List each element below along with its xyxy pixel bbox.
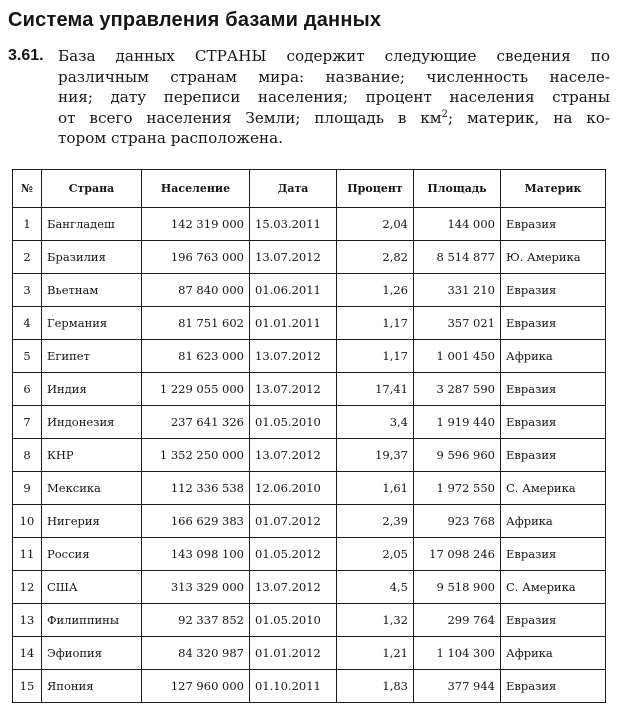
area-cell: 9 518 900	[414, 571, 501, 604]
area-cell: 1 001 450	[414, 340, 501, 373]
row-number-cell: 12	[13, 571, 42, 604]
row-number-cell: 10	[13, 505, 42, 538]
table-row	[13, 274, 606, 307]
population-cell: 313 329 000	[142, 571, 250, 604]
continent-cell: Ю. Америка	[501, 241, 606, 274]
task-line-4-tail: ; материк, на ко-	[447, 108, 610, 127]
continent-cell: Евразия	[501, 373, 606, 406]
country-name-cell: США	[42, 571, 142, 604]
country-name-cell: Вьетнам	[42, 274, 142, 307]
percent-cell: 4,5	[337, 571, 414, 604]
census-date-cell: 13.07.2012	[250, 373, 337, 406]
section-heading: Система управления базами данных	[8, 9, 382, 31]
row-number-cell: 7	[13, 406, 42, 439]
area-cell: 377 944	[414, 670, 501, 703]
census-date-cell: 01.06.2011	[250, 274, 337, 307]
task-line-2: различным странам мира: название; численность населе-	[58, 67, 610, 86]
row-number-cell: 2	[13, 241, 42, 274]
area-cell: 144 000	[414, 208, 501, 241]
row-number-cell: 6	[13, 373, 42, 406]
population-cell: 127 960 000	[142, 670, 250, 703]
population-cell: 112 336 538	[142, 472, 250, 505]
population-cell: 166 629 383	[142, 505, 250, 538]
continent-cell: С. Америка	[501, 472, 606, 505]
percent-cell: 1,21	[337, 637, 414, 670]
area-cell: 1 104 300	[414, 637, 501, 670]
population-cell: 1 229 055 000	[142, 373, 250, 406]
continent-cell: Евразия	[501, 208, 606, 241]
percent-cell: 1,83	[337, 670, 414, 703]
census-date-cell: 15.03.2011	[250, 208, 337, 241]
census-date-cell: 01.07.2012	[250, 505, 337, 538]
country-name-cell: Бразилия	[42, 241, 142, 274]
table-row	[13, 670, 606, 703]
continent-cell: Евразия	[501, 670, 606, 703]
percent-cell: 2,82	[337, 241, 414, 274]
census-date-cell: 01.05.2012	[250, 538, 337, 571]
header-country: Страна	[42, 170, 142, 208]
percent-cell: 1,17	[337, 340, 414, 373]
table-header-row	[13, 170, 606, 208]
percent-cell: 2,39	[337, 505, 414, 538]
percent-cell: 1,26	[337, 274, 414, 307]
area-cell: 8 514 877	[414, 241, 501, 274]
population-cell: 196 763 000	[142, 241, 250, 274]
country-name-cell: Германия	[42, 307, 142, 340]
table-row	[13, 505, 606, 538]
population-cell: 142 319 000	[142, 208, 250, 241]
population-cell: 92 337 852	[142, 604, 250, 637]
task-line-1: База данных СТРАНЫ содержит следующие сведения по	[58, 47, 610, 65]
table-row	[13, 373, 606, 406]
population-cell: 87 840 000	[142, 274, 250, 307]
country-name-cell: Мексика	[42, 472, 142, 505]
task-line-3: ния; дату переписи населения; процент населения страны	[58, 88, 610, 106]
continent-cell: Африка	[501, 505, 606, 538]
row-number-cell: 4	[13, 307, 42, 340]
row-number-cell: 9	[13, 472, 42, 505]
row-number-cell: 5	[13, 340, 42, 373]
task-text	[58, 46, 610, 149]
continent-cell: Евразия	[501, 274, 606, 307]
continent-cell: Евразия	[501, 406, 606, 439]
census-date-cell: 13.07.2012	[250, 241, 337, 274]
table-row	[13, 208, 606, 241]
continent-cell: Африка	[501, 637, 606, 670]
continent-cell: С. Америка	[501, 571, 606, 604]
table-row	[13, 307, 606, 340]
percent-cell: 1,17	[337, 307, 414, 340]
area-cell: 3 287 590	[414, 373, 501, 406]
percent-cell: 19,37	[337, 439, 414, 472]
area-cell: 357 021	[414, 307, 501, 340]
table-row	[13, 241, 606, 274]
country-name-cell: Россия	[42, 538, 142, 571]
continent-cell: Евразия	[501, 604, 606, 637]
country-name-cell: Эфиопия	[42, 637, 142, 670]
country-name-cell: Индия	[42, 373, 142, 406]
area-cell: 331 210	[414, 274, 501, 307]
square-superscript: 2	[441, 108, 448, 120]
census-date-cell: 01.01.2011	[250, 307, 337, 340]
population-cell: 237 641 326	[142, 406, 250, 439]
area-cell: 9 596 960	[414, 439, 501, 472]
task-line-4-text: от всего населения Земли; площадь в км	[58, 108, 442, 127]
row-number-cell: 3	[13, 274, 42, 307]
percent-cell: 2,04	[337, 208, 414, 241]
header-population: Население	[142, 170, 250, 208]
header-continent: Материк	[501, 170, 606, 208]
row-number-cell: 1	[13, 208, 42, 241]
population-cell: 84 320 987	[142, 637, 250, 670]
row-number-cell: 14	[13, 637, 42, 670]
table-row	[13, 538, 606, 571]
task-line-4	[58, 108, 610, 129]
percent-cell: 1,32	[337, 604, 414, 637]
census-date-cell: 01.01.2012	[250, 637, 337, 670]
area-cell: 17 098 246	[414, 538, 501, 571]
country-name-cell: Филиппины	[42, 604, 142, 637]
percent-cell: 3,4	[337, 406, 414, 439]
country-name-cell: КНР	[42, 439, 142, 472]
census-date-cell: 13.07.2012	[250, 439, 337, 472]
row-number-cell: 11	[13, 538, 42, 571]
area-cell: 299 764	[414, 604, 501, 637]
table-row	[13, 439, 606, 472]
header-number: №	[13, 170, 42, 208]
continent-cell: Евразия	[501, 307, 606, 340]
task-line-5: тором страна расположена.	[58, 129, 284, 147]
country-name-cell: Бангладеш	[42, 208, 142, 241]
header-date: Дата	[250, 170, 337, 208]
countries-table	[12, 169, 606, 703]
table-row	[13, 406, 606, 439]
table-row	[13, 571, 606, 604]
task-number: 3.61.	[8, 47, 44, 64]
continent-cell: Евразия	[501, 538, 606, 571]
row-number-cell: 13	[13, 604, 42, 637]
percent-cell: 1,61	[337, 472, 414, 505]
percent-cell: 17,41	[337, 373, 414, 406]
census-date-cell: 13.07.2012	[250, 340, 337, 373]
population-cell: 81 623 000	[142, 340, 250, 373]
census-date-cell: 01.05.2010	[250, 406, 337, 439]
table-row	[13, 472, 606, 505]
country-name-cell: Нигерия	[42, 505, 142, 538]
area-cell: 923 768	[414, 505, 501, 538]
area-cell: 1 919 440	[414, 406, 501, 439]
percent-cell: 2,05	[337, 538, 414, 571]
row-number-cell: 15	[13, 670, 42, 703]
area-cell: 1 972 550	[414, 472, 501, 505]
continent-cell: Евразия	[501, 439, 606, 472]
country-name-cell: Египет	[42, 340, 142, 373]
table-row	[13, 637, 606, 670]
header-percent: Процент	[337, 170, 414, 208]
census-date-cell: 01.10.2011	[250, 670, 337, 703]
population-cell: 143 098 100	[142, 538, 250, 571]
table-row	[13, 604, 606, 637]
population-cell: 1 352 250 000	[142, 439, 250, 472]
census-date-cell: 12.06.2010	[250, 472, 337, 505]
table-row	[13, 340, 606, 373]
population-cell: 81 751 602	[142, 307, 250, 340]
census-date-cell: 01.05.2010	[250, 604, 337, 637]
continent-cell: Африка	[501, 340, 606, 373]
country-name-cell: Индонезия	[42, 406, 142, 439]
table-body	[13, 208, 606, 703]
header-area: Площадь	[414, 170, 501, 208]
country-name-cell: Япония	[42, 670, 142, 703]
row-number-cell: 8	[13, 439, 42, 472]
census-date-cell: 13.07.2012	[250, 571, 337, 604]
